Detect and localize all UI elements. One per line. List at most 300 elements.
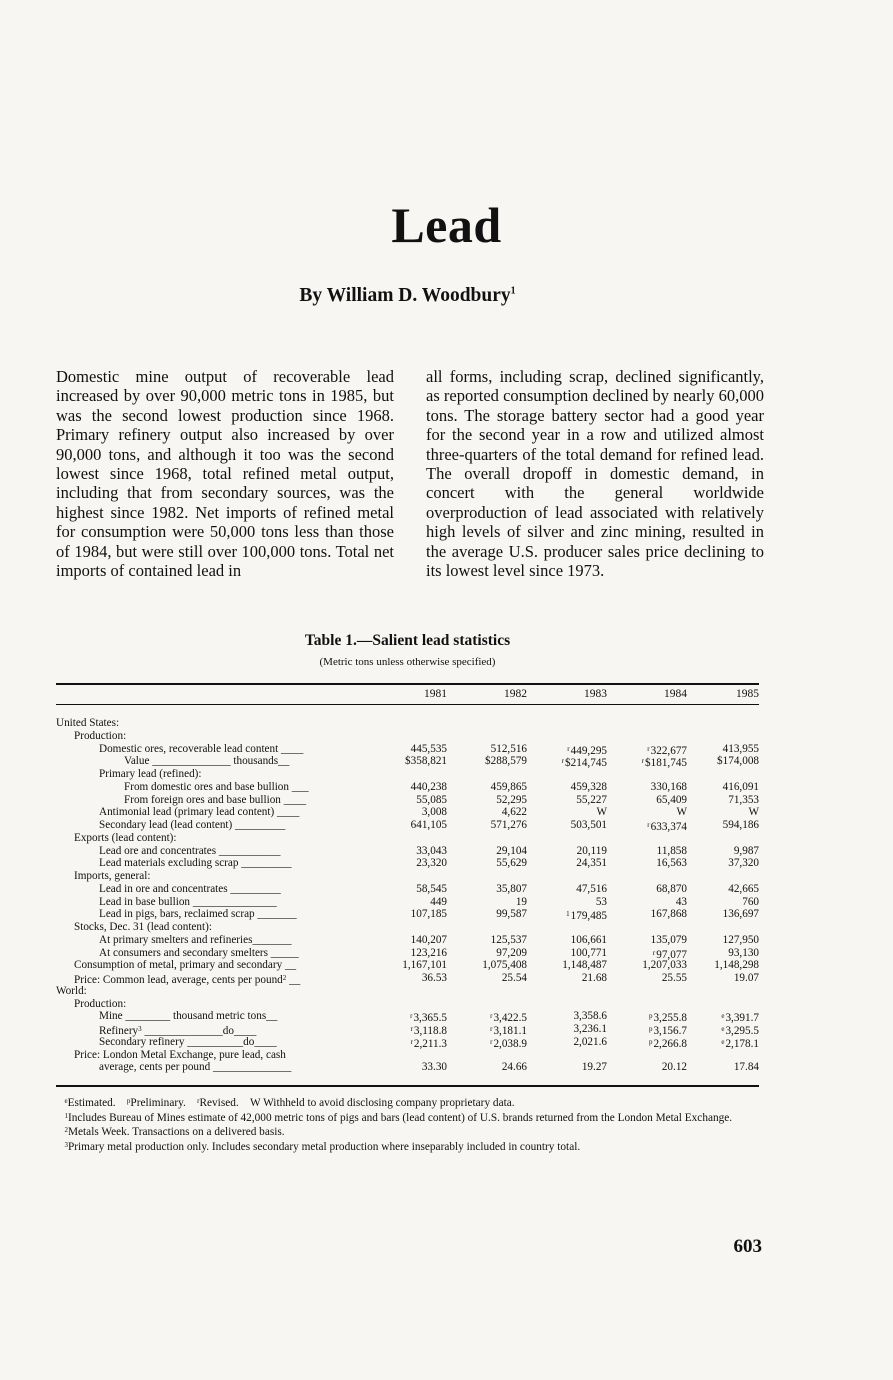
table-cell (527, 1010, 607, 1023)
table-cell (679, 755, 759, 768)
table-cell (447, 755, 527, 768)
cell-value: 3,156.7 (653, 1025, 687, 1037)
footnote-symbol: r (197, 1097, 200, 1105)
table-cell (447, 1061, 527, 1074)
row-label (99, 743, 303, 756)
row-label (99, 768, 202, 781)
row-label-text: Production: (74, 729, 127, 742)
cell-value: 20.12 (661, 1061, 687, 1074)
row-label (99, 819, 285, 832)
table-cell (679, 743, 759, 756)
cell-value: 641,105 (410, 819, 447, 831)
table-header-rule (56, 704, 759, 705)
table-cell (367, 883, 447, 896)
cell-value: 413,955 (722, 742, 759, 755)
table-cell (447, 908, 527, 921)
cell-value: $181,745 (645, 757, 687, 770)
cell-value: 35,807 (496, 882, 527, 895)
row-label-text: Production: (74, 997, 127, 1010)
cell-value: 19.07 (733, 972, 759, 984)
table-row (56, 845, 759, 858)
author-byline (0, 285, 815, 307)
cell-value: 445,535 (410, 742, 447, 755)
cell-value: 93,130 (728, 946, 759, 959)
cell-value: 16,563 (656, 857, 687, 870)
table-cell (679, 896, 759, 909)
cell-value: 55,085 (416, 793, 447, 806)
cell-value: 24.66 (501, 1061, 527, 1074)
table-cell (527, 1036, 607, 1049)
row-label-text: From foreign ores and base bullion ____ (124, 793, 307, 806)
row-label-text: At consumers and secondary smelters _____ (99, 946, 299, 959)
table-cell (367, 857, 447, 870)
row-label-text: From domestic ores and base bullion ___ (124, 780, 309, 793)
cell-value: 2,178.1 (725, 1037, 759, 1050)
cell-value: 100,771 (570, 946, 607, 959)
cell-value: 36.53 (421, 972, 447, 984)
table-cell (527, 959, 607, 972)
cell-value: 17.84 (733, 1061, 759, 1074)
cell-flag: p (648, 1012, 653, 1021)
table-row (56, 857, 759, 870)
footnote-text: Primary metal production only. Includes secondary metal production where inseparably included in country total. (67, 1140, 581, 1153)
cell-flag: r (410, 1025, 413, 1033)
footnote-symbol: 3 (64, 1140, 68, 1149)
cell-value: 125,537 (490, 933, 527, 946)
row-label-text: Domestic ores, recoverable lead content ____ (99, 742, 304, 755)
table-row (56, 972, 759, 985)
cell-value: 1,148,298 (714, 959, 759, 972)
cell-value: 3,236.1 (573, 1023, 607, 1035)
table-row (56, 883, 759, 896)
table-cell (607, 857, 687, 870)
cell-value: 633,374 (650, 821, 687, 833)
footnote-symbol: 1 (64, 1111, 68, 1120)
cell-value: 416,091 (722, 780, 759, 793)
cell-value: 330,168 (650, 780, 687, 793)
table-cell (447, 896, 527, 909)
cell-flag: r (490, 1037, 493, 1046)
row-label-text: Secondary lead (lead content) _________ (99, 819, 286, 831)
row-label-text: average, cents per pound ______________ (99, 1061, 292, 1074)
table-row (56, 870, 759, 883)
table-bottom-rule (56, 1085, 759, 1087)
table-cell (679, 883, 759, 896)
table-cell (367, 934, 447, 947)
table-cell (527, 947, 607, 960)
cell-value: 503,501 (570, 819, 607, 831)
table-row (56, 832, 759, 845)
row-label (124, 781, 309, 794)
cell-value: 3,255.8 (653, 1012, 687, 1025)
cell-value: 11,858 (656, 844, 687, 857)
cell-flag: r (647, 821, 650, 829)
cell-value: 571,276 (490, 819, 527, 831)
footnote-marker: 3 (138, 1025, 142, 1033)
cell-value: 24,351 (576, 857, 607, 870)
table-cell (447, 845, 527, 858)
table-header-row (56, 688, 759, 702)
row-label (74, 870, 150, 883)
cell-value: 55,629 (496, 857, 527, 870)
table-cell (527, 806, 607, 819)
cell-value: W (596, 806, 607, 819)
cell-value: 33.30 (421, 1061, 447, 1074)
cell-value: 167,868 (650, 908, 687, 921)
table-cell (367, 1061, 447, 1074)
table-cell (447, 806, 527, 819)
cell-value: 3,295.5 (725, 1025, 759, 1037)
table-cell (607, 806, 687, 819)
table-row (56, 1010, 759, 1023)
footnote-marker: 2 (282, 974, 287, 982)
table-row (56, 934, 759, 947)
table-cell (367, 908, 447, 921)
row-label-text: Mine ________ thousand metric tons__ (99, 1010, 278, 1023)
cell-value: 19 (515, 895, 527, 908)
cell-value: 4,622 (501, 806, 527, 819)
table-row (56, 794, 759, 807)
table-row (56, 985, 759, 998)
cell-value: 47,516 (576, 882, 607, 895)
table-cell (527, 857, 607, 870)
year-header: 1984 (664, 688, 687, 700)
table-row (56, 1023, 759, 1036)
table-cell (367, 743, 447, 756)
table-cell (607, 845, 687, 858)
cell-value: 1,075,408 (482, 959, 527, 972)
table-cell (679, 845, 759, 858)
row-label-text: Stocks, Dec. 31 (lead content): (74, 921, 212, 933)
cell-flag: e (721, 1037, 725, 1046)
table-cell (607, 908, 687, 921)
table-cell (527, 1023, 607, 1036)
table-row (56, 743, 759, 756)
table-row (56, 717, 759, 730)
table-cell (367, 947, 447, 960)
row-label (99, 1010, 277, 1023)
table-cell (367, 794, 447, 807)
cell-value: $214,745 (565, 757, 607, 770)
table-cell (607, 896, 687, 909)
row-label (74, 730, 126, 743)
cell-value: 2,021.6 (573, 1035, 607, 1048)
cell-flag: r (647, 744, 650, 753)
cell-value: 459,865 (490, 780, 527, 793)
row-label-text: Price: Common lead, average, cents per pound (74, 974, 283, 986)
row-label (99, 908, 297, 921)
cell-flag: e (721, 1025, 725, 1033)
footnote-symbol: e (64, 1097, 68, 1105)
table-cell (607, 781, 687, 794)
cell-value: 135,079 (650, 933, 687, 946)
footnote-symbol: p (126, 1097, 131, 1105)
footnote-text: Estimated. (67, 1097, 116, 1109)
cell-flag: r (410, 1037, 413, 1046)
row-label (56, 717, 119, 730)
row-label-leader: ______________do____ (141, 1025, 257, 1037)
table-cell (607, 1061, 687, 1074)
row-label-text: Refinery (99, 1025, 139, 1037)
table-cell (607, 794, 687, 807)
cell-value: W (748, 806, 759, 819)
cell-value: 9,987 (733, 844, 759, 857)
row-label-text: At primary smelters and refineries_______ (99, 933, 292, 946)
cell-value: 68,870 (656, 882, 687, 895)
page-number: 603 (733, 1236, 762, 1257)
row-label (124, 755, 289, 768)
table-cell (527, 972, 607, 985)
row-label-text: Value ______________ thousands__ (124, 755, 290, 768)
footnote-text: Includes Bureau of Mines estimate of 42,000 metric tons of pigs and bars (lead content) of U.S. brands returned from the London Metal Exchange. (67, 1111, 733, 1124)
table-cell (679, 972, 759, 985)
cell-flag: p (648, 1037, 653, 1046)
cell-value: $174,008 (717, 755, 759, 768)
cell-value: 99,587 (496, 908, 527, 921)
row-label (99, 934, 292, 947)
footnote-3 (56, 1139, 761, 1154)
cell-value: 760 (742, 895, 759, 908)
table-cell (447, 794, 527, 807)
cell-value: 53 (595, 895, 607, 908)
cell-value: 37,320 (728, 857, 759, 870)
row-label-text: World: (56, 984, 87, 997)
cell-value: 136,697 (722, 908, 759, 921)
cell-flag: r (490, 1012, 493, 1021)
cell-value: 29,104 (496, 844, 527, 857)
row-label-text: Imports, general: (74, 870, 151, 882)
table-cell (607, 883, 687, 896)
cell-value: 3,358.6 (573, 1010, 607, 1023)
table-row (56, 998, 759, 1011)
cell-value: 459,328 (570, 780, 607, 793)
table-cell (367, 896, 447, 909)
cell-value: 140,207 (410, 933, 447, 946)
table-cell (679, 781, 759, 794)
row-label (124, 794, 306, 807)
cell-value: 3,391.7 (725, 1012, 759, 1025)
row-label (56, 985, 87, 998)
table-cell (679, 1061, 759, 1074)
cell-value: 20,119 (576, 844, 607, 857)
table-cell (447, 857, 527, 870)
year-header: 1983 (584, 688, 607, 700)
row-label-text: Lead ore and concentrates ___________ (99, 844, 281, 857)
cell-flag: r (410, 1012, 413, 1021)
cell-value: 55,227 (576, 793, 607, 806)
cell-value: 3,422.5 (493, 1012, 527, 1025)
table-cell (367, 806, 447, 819)
table-row (56, 921, 759, 934)
cell-value: 65,409 (656, 793, 687, 806)
table-cell (447, 781, 527, 794)
cell-value: 42,665 (728, 882, 759, 895)
cell-flag: r (641, 757, 645, 766)
table-cell (367, 959, 447, 972)
footnote-1 (56, 1110, 761, 1125)
author-name: By William D. Woodbury (299, 285, 511, 306)
cell-flag: p (648, 1025, 653, 1033)
table-row (56, 947, 759, 960)
table-row (56, 908, 759, 921)
table-cell (607, 972, 687, 985)
page-title: Lead (391, 197, 502, 253)
cell-value: 1,167,101 (402, 959, 447, 972)
table-footnotes (56, 1095, 761, 1153)
cell-value: 449 (430, 895, 447, 908)
cell-value: 3,118.8 (413, 1025, 447, 1037)
table-cell (527, 883, 607, 896)
row-label-text: Lead in base bullion _______________ (99, 895, 277, 908)
cell-value: 33,043 (416, 844, 447, 857)
row-label-text: Price: London Metal Exchange, pure lead, cash (74, 1048, 286, 1061)
row-label-text: Consumption of metal, primary and secondary __ (74, 959, 297, 972)
author-footnote-marker: 1 (510, 285, 516, 297)
table-cell (367, 755, 447, 768)
cell-value: 123,216 (410, 946, 447, 959)
table-cell (527, 1061, 607, 1074)
cell-value: 97,077 (656, 948, 687, 961)
table-cell (367, 972, 447, 985)
cell-value: 97,209 (496, 946, 527, 959)
row-label-text: Lead in ore and concentrates _________ (99, 882, 281, 895)
cell-flag: r (652, 948, 656, 957)
row-label (74, 1049, 286, 1062)
table-cell (679, 819, 759, 832)
footnote-text: Revised. (199, 1097, 239, 1109)
table-row (56, 896, 759, 909)
footnote-2 (56, 1124, 761, 1139)
cell-value: 179,485 (570, 910, 607, 923)
table-body (56, 717, 759, 1074)
cell-flag: 1 (566, 910, 570, 919)
cell-value: 1,207,033 (642, 959, 687, 972)
cell-value: 58,545 (416, 882, 447, 895)
body-column-right: all forms, including scrap, declined significantly, as reported consumption declined by nearly 60,000 tons. The storage battery sector had a good year for the second year in a row and utilized almost three-quarters of the total demand for refined lead. The overall dropoff in domestic demand, in concert with the general worldwide overproduction of lead associated with relatively high levels of silver and zinc mining, resulted in the average U.S. producer sales price declining to its lowest level since 1973. (426, 367, 764, 581)
row-label (99, 857, 292, 870)
cell-value: $358,821 (405, 755, 447, 768)
cell-flag: r (490, 1025, 493, 1033)
row-label (99, 806, 299, 819)
cell-value: 25.54 (501, 972, 527, 984)
row-label (99, 1036, 277, 1049)
table-title: Table 1.—Salient lead statistics (304, 632, 511, 649)
year-header: 1981 (424, 688, 447, 700)
row-label (99, 1061, 291, 1074)
table-row (56, 819, 759, 832)
row-label (74, 921, 212, 934)
cell-value: 3,365.5 (413, 1012, 447, 1025)
row-label (74, 959, 296, 972)
cell-value: W (676, 806, 687, 819)
table-row (56, 1061, 759, 1074)
cell-value: 440,238 (410, 780, 447, 793)
cell-value: 52,295 (496, 793, 527, 806)
body-text (56, 367, 764, 580)
cell-value: 25.55 (661, 972, 687, 984)
table-cell (679, 794, 759, 807)
year-header: 1985 (736, 688, 759, 700)
cell-value: 71,353 (728, 793, 759, 806)
table-cell (679, 959, 759, 972)
cell-value: 106,661 (570, 933, 607, 946)
cell-value: 2,038.9 (493, 1037, 527, 1050)
cell-value: 107,185 (410, 908, 447, 921)
row-label-text: Lead materials excluding scrap _________ (99, 857, 292, 870)
row-label (99, 845, 280, 858)
cell-value: 19.27 (581, 1061, 607, 1074)
cell-value: 449,295 (570, 744, 607, 757)
row-label-text: Lead in pigs, bars, reclaimed scrap _______ (99, 908, 297, 921)
table-cell (367, 781, 447, 794)
year-header: 1982 (504, 688, 527, 700)
table-row (56, 1049, 759, 1062)
footnote-text: Preliminary. (130, 1097, 186, 1109)
cell-value: 594,186 (722, 819, 759, 831)
cell-value: 43 (675, 895, 687, 908)
cell-value: 21.68 (581, 972, 607, 984)
table-cell (527, 934, 607, 947)
table-row (56, 806, 759, 819)
row-label-text: Primary lead (refined): (99, 768, 202, 780)
table-cell (447, 743, 527, 756)
table-cell (447, 947, 527, 960)
table-cell (607, 959, 687, 972)
cell-value: 23,320 (416, 857, 447, 870)
table-row (56, 781, 759, 794)
table-cell (679, 908, 759, 921)
cell-value: 3,181.1 (493, 1025, 527, 1037)
table-cell (527, 794, 607, 807)
table-cell (447, 972, 527, 985)
table-cell (447, 883, 527, 896)
table-cell (447, 934, 527, 947)
table-cell (527, 781, 607, 794)
table-cell (527, 819, 607, 832)
row-label (74, 998, 126, 1011)
table-cell (679, 934, 759, 947)
row-label (99, 947, 299, 960)
row-label-text: Secondary refinery __________do____ (99, 1035, 277, 1048)
footnote-symbol: 2 (64, 1126, 68, 1134)
table-row (56, 1036, 759, 1049)
body-column-left: Domestic mine output of recoverable lead increased by over 90,000 metric tons in 1985, but was the second lowest production since 1968. Primary refinery output also increased by over 90,000 tons, and although it too was the second lowest since 1968, total refined metal output, including that from secondary sources, was the highest since 1982. Net imports of refined metal for consumption were 50,000 tons less than those of 1984, but were still over 100,000 tons. Total net imports of contained lead in (56, 367, 394, 581)
table-cell (679, 806, 759, 819)
table-cell (679, 947, 759, 960)
cell-value: $288,579 (485, 755, 527, 768)
table-cell (367, 845, 447, 858)
table-row (56, 730, 759, 743)
row-label-text: Antimonial lead (primary lead content) ____ (99, 806, 300, 819)
table-row (56, 959, 759, 972)
row-label-text: United States: (56, 717, 120, 729)
table-row (56, 768, 759, 781)
cell-value: 2,266.8 (653, 1037, 687, 1050)
table-top-rule (56, 683, 759, 685)
table-cell (447, 819, 527, 832)
cell-flag: r (567, 744, 570, 753)
table-cell (367, 819, 447, 832)
cell-value: 322,677 (650, 744, 687, 757)
row-label-leader: __ (286, 974, 301, 986)
table-cell (527, 896, 607, 909)
cell-flag: e (721, 1012, 725, 1021)
footnote-text: Metals Week. Transactions on a delivered basis. (67, 1126, 285, 1138)
row-label (74, 832, 177, 845)
row-label (99, 883, 281, 896)
table-row (56, 755, 759, 768)
row-label (99, 896, 277, 909)
